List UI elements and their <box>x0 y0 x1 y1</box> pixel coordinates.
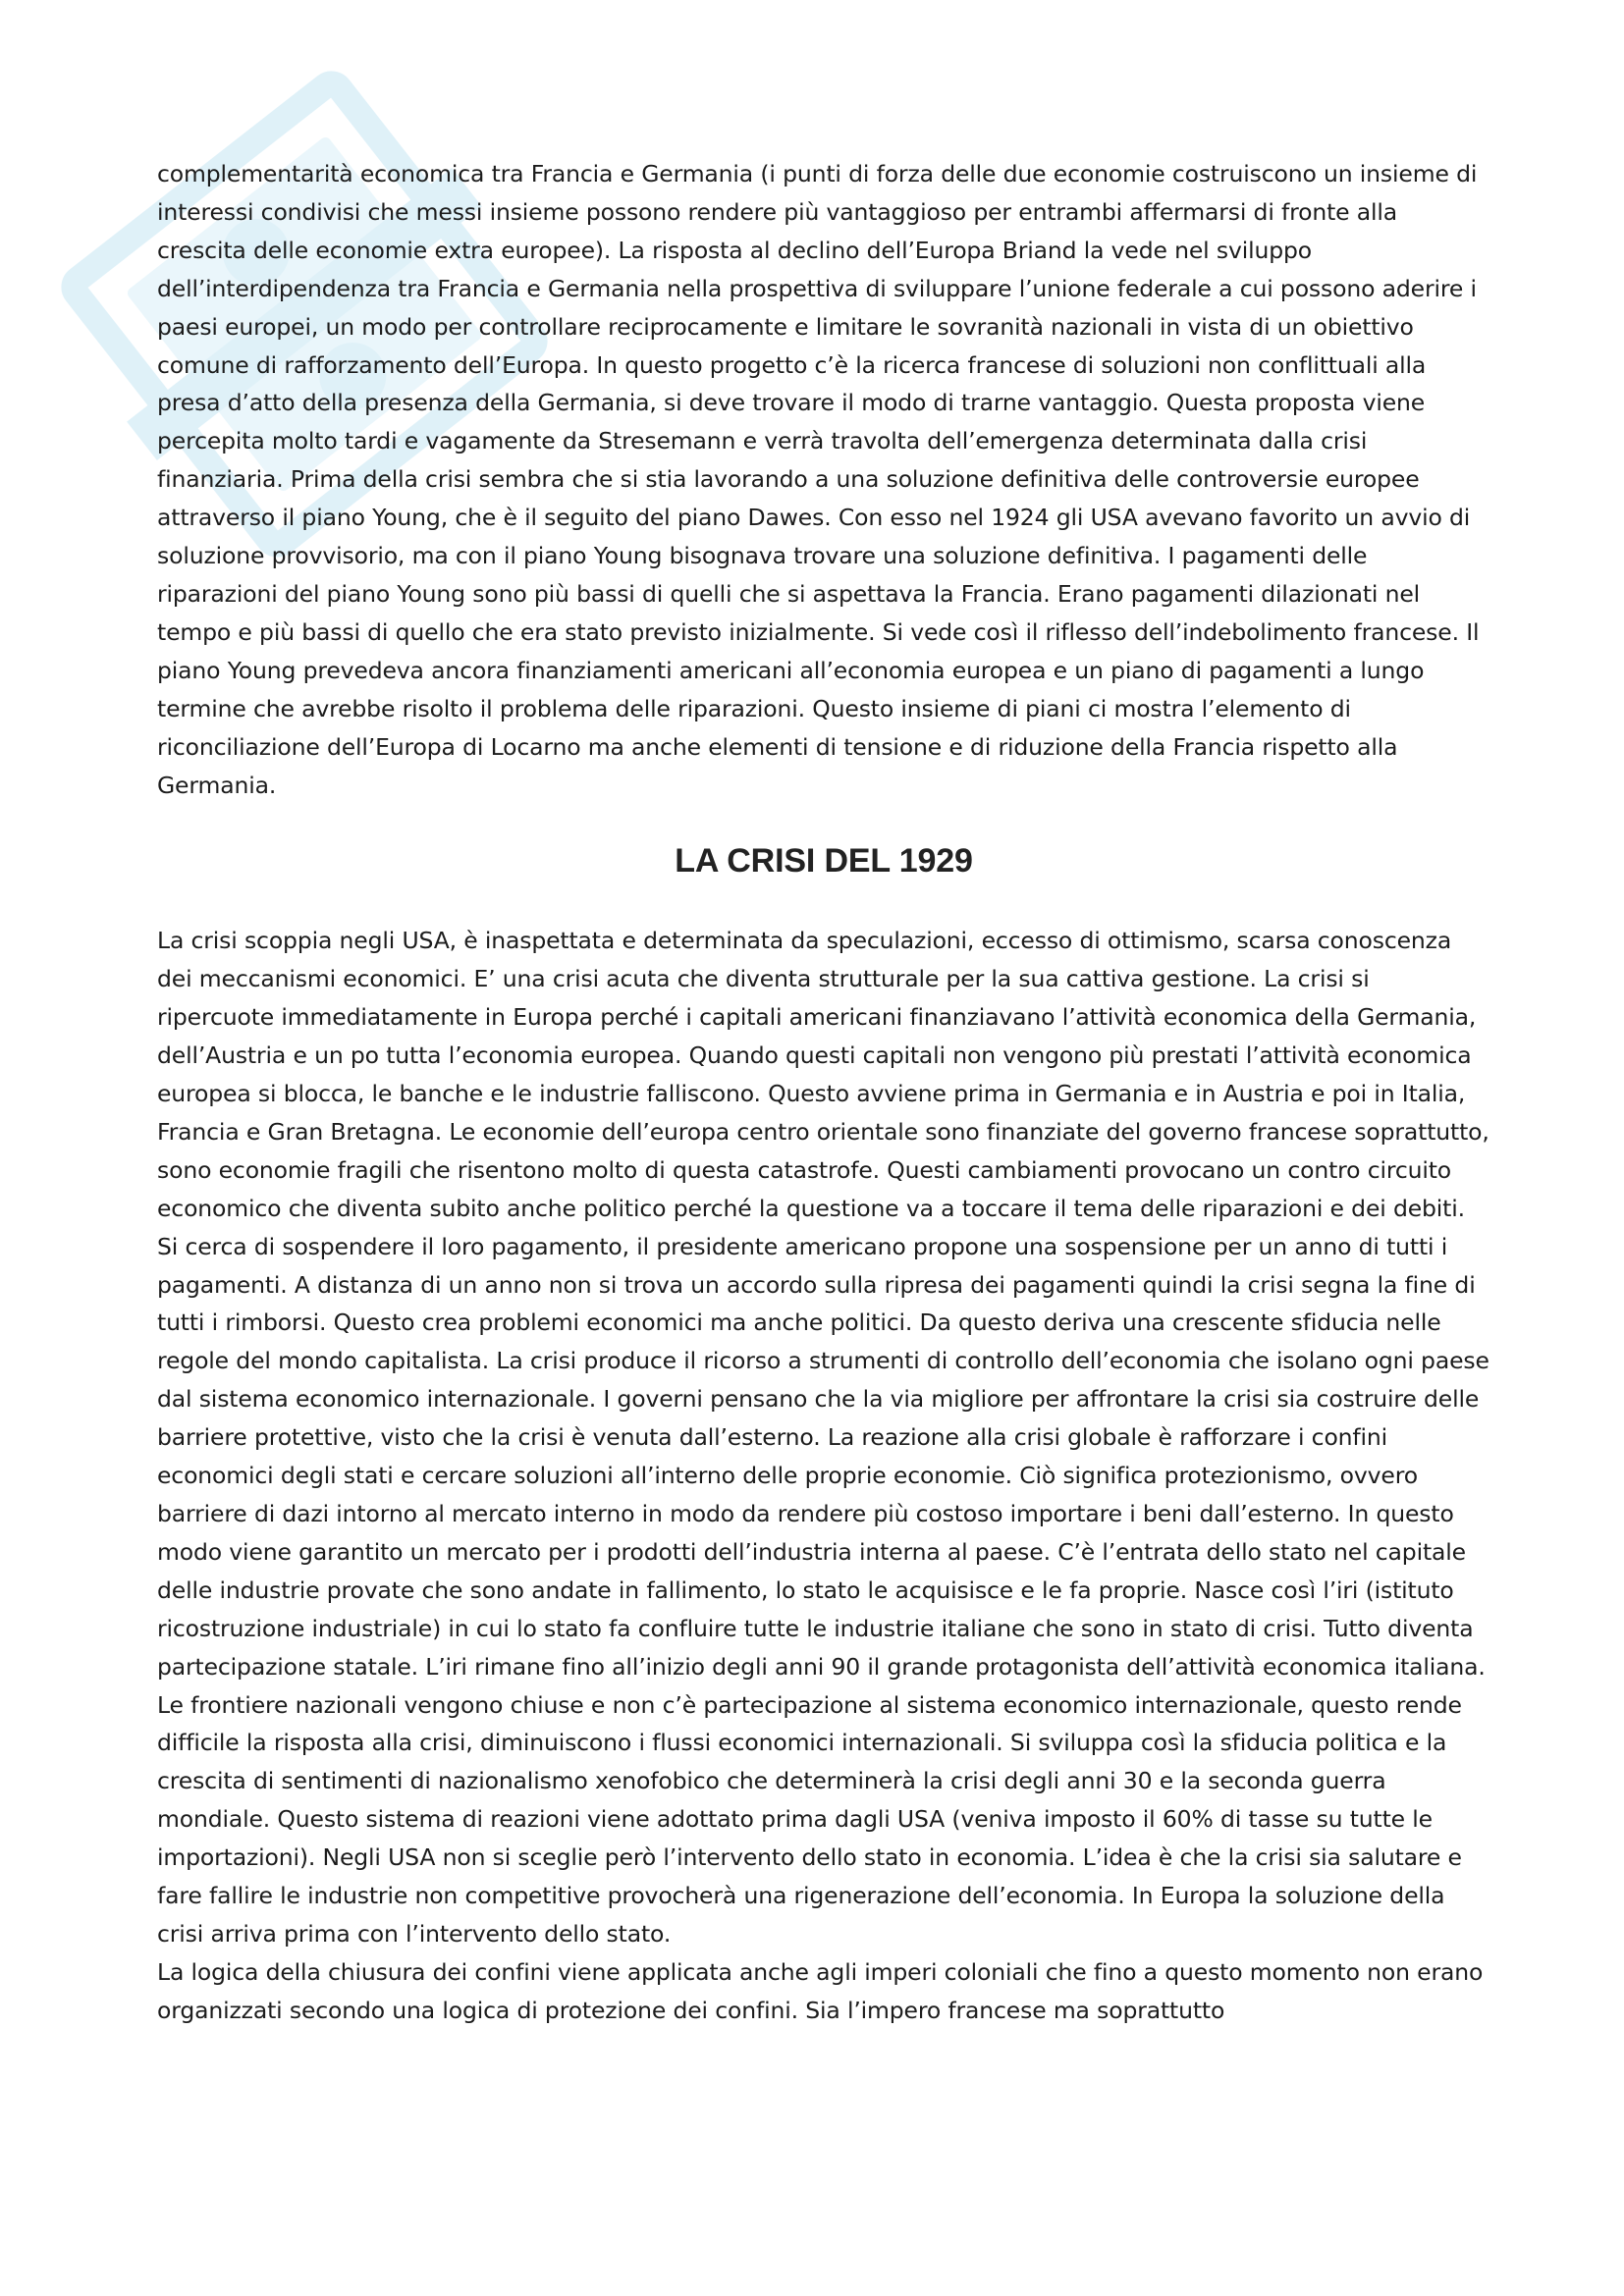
document-body <box>157 155 1490 2030</box>
intro-paragraph: complementarità economica tra Francia e Germania (i punti di forza delle due economie costruiscono un insieme di interessi condivisi che messi insieme possono rendere più vantaggioso per entrambi affermarsi di fronte alla crescita delle economie extra europee). La risposta al declino dell’Europa Briand la vede nel sviluppo dell’interdipendenza tra Francia e Germania nella prospettiva di sviluppare l’unione federale a cui possono aderire i paesi europei, un modo per controllare reciprocamente e limitare le sovranità nazionali in vista di un obiettivo comune di rafforzamento dell’Europa. In questo progetto c’è la ricerca francese di soluzioni non conflittuali alla presa d’atto della presenza della Germania, si deve trovare il modo di trarne vantaggio. Questa proposta viene percepita molto tardi e vagamente da Stresemann e verrà travolta dell’emergenza determinata dalla crisi finanziaria. Prima della crisi sembra che si stia lavorando a una soluzione definitiva delle controversie europee attraverso il piano Young, che è il seguito del piano Dawes. Con esso nel 1924 gli USA avevano favorito un avvio di soluzione provvisorio, ma con il piano Young bisognava trovare una soluzione definitiva. I pagamenti delle riparazioni del piano Young sono più bassi di quelli che si aspettava la Francia. Erano pagamenti dilazionati nel tempo e più bassi di quello che era stato previsto inizialmente. Si vede così il riflesso dell’indebolimento francese. Il piano Young prevedeva ancora finanziamenti americani all’economia europea e un piano di pagamenti a lungo termine che avrebbe risolto il problema delle riparazioni. Questo insieme di piani ci mostra l’elemento di riconciliazione dell’Europa di Locarno ma anche elementi di tensione e di riduzione della Francia rispetto alla Germania. <box>157 160 1480 799</box>
section-heading: LA CRISI DEL 1929 <box>675 842 973 881</box>
section-paragraph: La crisi scoppia negli USA, è inaspettata e determinata da speculazioni, eccesso di ottimismo, scarsa conoscenza dei meccanismi economici. E’ una crisi acuta che diventa strutturale per la sua cattiva gestione. La crisi si ripercuote immediatamente in Europa perché i capitali americani finanziavano l’attività economica della Germania, dell’Austria e un po tutta l’economia europea. Quando questi capitali non vengono più prestati l’attività economica europea si blocca, le banche e le industrie falliscono. Questo avviene prima in Germania e in Austria e poi in Italia, Francia e Gran Bretagna. Le economie dell’europa centro orientale sono finanziate del governo francese soprattutto, sono economie fragili che risentono molto di questa catastrofe. Questi cambiamenti provocano un contro circuito economico che diventa subito anche politico perché la questione va a toccare il tema delle riparazioni e dei debiti. Si cerca di sospendere il loro pagamento, il presidente americano propone una sospensione per un anno di tutti i pagamenti. A distanza di un anno non si trova un accordo sulla ripresa dei pagamenti quindi la crisi segna la fine di tutti i rimborsi. Questo crea problemi economici ma anche politici. Da questo deriva una crescente sfiducia nelle regole del mondo capitalista. La crisi produce il ricorso a strumenti di controllo dell’economia che isolano ogni paese dal sistema economico internazionale. I governi pensano che la via migliore per affrontare la crisi sia costruire delle barriere protettive, visto che la crisi è venuta dall’esterno. La reazione alla crisi globale è rafforzare i confini economici degli stati e cercare soluzioni all’interno delle proprie economie. Ciò significa protezionismo, ovvero barriere di dazi intorno al mercato interno in modo da rendere più costoso importare i beni dall’esterno. In questo modo viene garantito un mercato per i prodotti dell’industria interna al paese. C’è l’entrata dello stato nel capitale delle industrie provate che sono andate in fallimento, lo stato le acquisisce e le fa proprie. Nasce così l’iri (istituto ricostruzione industriale) in cui lo stato fa confluire tutte le industrie italiane che sono in stato di crisi. Tutto diventa partecipazione statale. L’iri rimane fino all’inizio degli anni 90 il grande protagonista dell’attività economica italiana. Le frontiere nazionali vengono chiuse e non c’è partecipazione al sistema economico internazionale, questo rende difficile la risposta alla crisi, diminuiscono i flussi economici internazionali. Si sviluppa così la sfiducia politica e la crescita di sentimenti di nazionalismo xenofobico che determinerà la crisi degli anni 30 e la seconda guerra mondiale. Questo sistema di reazioni viene adottato prima dagli USA (veniva imposto il 60% di tasse su tutte le importazioni). Negli USA non si sceglie però l’intervento dello stato in economia. L’idea è che la crisi sia salutare e fare fallire le industrie non competitive provocherà una rigenerazione dell’economia. In Europa la soluzione della crisi arriva prima con l’intervento dello stato. <box>157 927 1489 1948</box>
section-paragraph-continued: La logica della chiusura dei confini viene applicata anche agli imperi coloniali che fino a questo momento non erano organizzati secondo una logica di protezione dei confini. Sia l’impero francese ma soprattutto <box>157 1957 1484 2024</box>
